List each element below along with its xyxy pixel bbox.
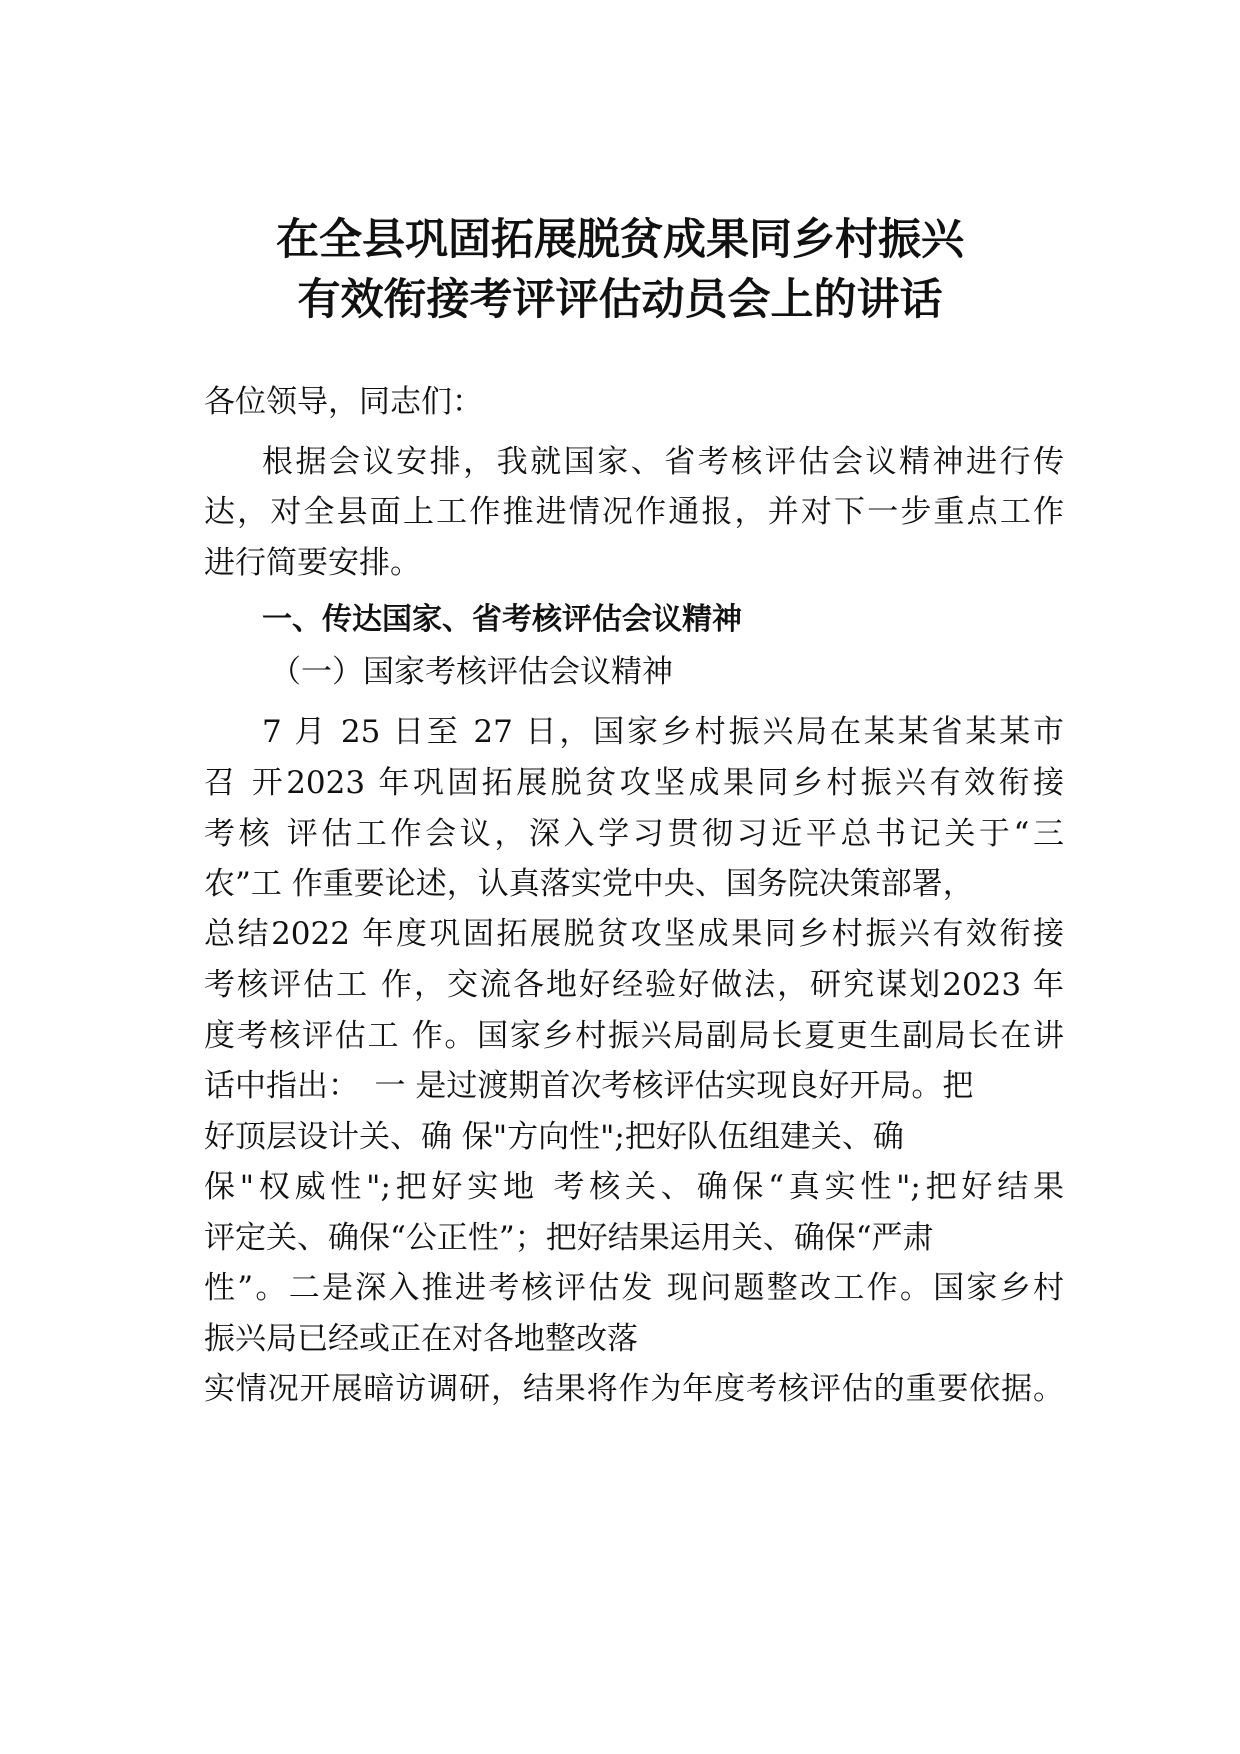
body-line: 性”。二是深入推进考核评估发 现问题整改工作。国家乡村 bbox=[204, 1270, 1064, 1306]
greeting: 各位领导，同志们： bbox=[204, 384, 483, 420]
body-line: 话中指出： 一 是过渡期首次考核评估实现良好开局。把 bbox=[204, 1068, 974, 1104]
body-line: 农”工 作重要论述，认真落实党中央、国务院决策部署， bbox=[204, 866, 974, 902]
body-line: 考核 评估工作会议，深入学习贯彻习近平总书记关于“三 bbox=[204, 816, 1064, 852]
body-line: 总结2022 年度巩固拓展脱贫攻坚成果同乡村振兴有效衔接 bbox=[204, 916, 1064, 952]
subsection-heading: （一）国家考核评估会议精神 bbox=[270, 654, 673, 690]
body-line: 度考核评估工 作。国家乡村振兴局副局长夏更生副局长在讲 bbox=[204, 1018, 1064, 1054]
body-line: 评定关、确保“公正性”；把好结果运用关、确保“严肃 bbox=[204, 1220, 934, 1256]
body-line: 7 月 25 日至 27 日，国家乡村振兴局在某某省某某市 bbox=[262, 714, 1064, 750]
body-line: 振兴局已经或正在对各地整改落 bbox=[204, 1321, 638, 1357]
body-line: 保"权威性";把好实地 考核关、确保“真实性";把好结果 bbox=[204, 1169, 1064, 1205]
body-line: 好顶层设计关、确 保"方向性";把好队伍组建关、确 bbox=[204, 1119, 904, 1155]
document-title-line-2: 有效衔接考评评估动员会上的讲话 bbox=[297, 275, 943, 325]
body-line: 实情况开展暗访调研，结果将作为年度考核评估的重要依据。 bbox=[204, 1371, 1064, 1407]
body-line: 考核评估工 作，交流各地好经验好做法，研究谋划2023 年 bbox=[204, 967, 1064, 1003]
intro-line: 根据会议安排，我就国家、省考核评估会议精神进行传 bbox=[262, 444, 1064, 480]
intro-line: 进行简要安排。 bbox=[204, 545, 421, 581]
body-line: 召 开2023 年巩固拓展脱贫攻坚成果同乡村振兴有效衔接 bbox=[204, 765, 1064, 801]
section-heading: 一、传达国家、省考核评估会议精神 bbox=[262, 602, 742, 637]
document-title-line-1: 在全县巩固拓展脱贫成果同乡村振兴 bbox=[276, 215, 964, 265]
intro-line: 达，对全县面上工作推进情况作通报，并对下一步重点工作 bbox=[204, 494, 1064, 530]
